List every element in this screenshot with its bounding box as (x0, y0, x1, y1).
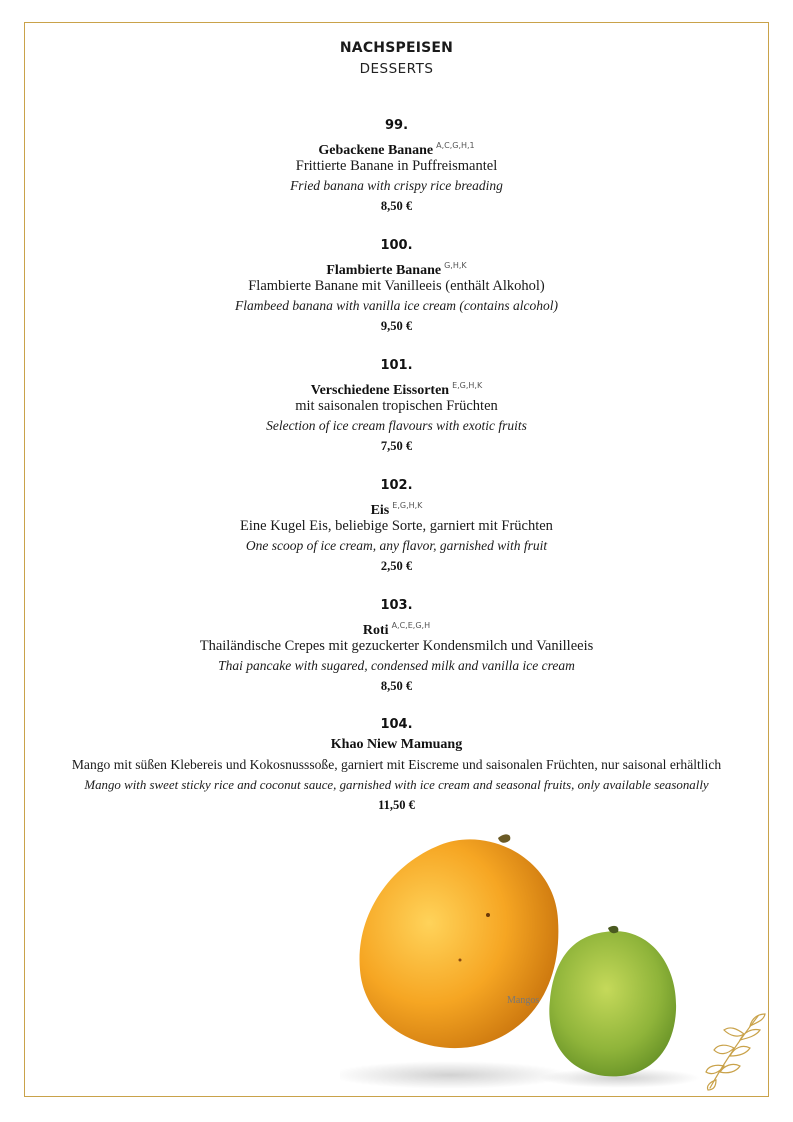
item-price: 9,50 € (380, 319, 413, 333)
item-description-en: One scoop of ice cream, any flavor, garnished with fruit (245, 538, 548, 553)
menu-item (0, 356, 793, 456)
item-price: 7,50 € (380, 439, 413, 453)
item-name-row (0, 256, 793, 276)
item-description-de: Frittierte Banane in Puffreismantel (295, 158, 498, 174)
item-number: 102. (380, 478, 413, 493)
item-name: Verschiedene Eissorten (310, 383, 450, 398)
menu-item (0, 116, 793, 216)
item-name: Roti (362, 623, 389, 638)
mango-photo (340, 820, 700, 1090)
menu-item (0, 596, 793, 696)
allergen-codes: A,C,E,G,H (391, 621, 431, 630)
item-number: 101. (380, 358, 413, 373)
item-name: Gebackene Banane (318, 143, 434, 158)
item-description-de: Flambierte Banane mit Vanilleeis (enthält Alkohol) (248, 278, 545, 294)
allergen-codes: G,H,K (444, 261, 467, 270)
page-subtitle: DESSERTS (359, 61, 434, 77)
item-description-en: Thai pancake with sugared, condensed milk and vanilla ice cream (218, 658, 575, 673)
item-name: Khao Niew Mamuang (330, 737, 463, 752)
item-description-en: Fried banana with crispy rice breading (290, 178, 503, 193)
allergen-codes: E,G,H,K (392, 501, 423, 510)
item-number: 104. (380, 717, 413, 732)
item-price: 8,50 € (380, 679, 413, 693)
item-price: 11,50 € (378, 798, 415, 812)
item-description-de: Mango mit süßen Klebereis und Kokosnusssoße, garniert mit Eiscreme und saisonalen Früchten, nur saisonal erhältlich (71, 757, 722, 772)
item-description-en: Flambeed banana with vanilla ice cream (contains alcohol) (234, 298, 559, 313)
photo-caption: Mangos (507, 995, 540, 1006)
item-name: Eis (370, 503, 390, 518)
item-name-row (0, 616, 793, 636)
page-title: NACHSPEISEN (339, 40, 454, 56)
menu-item (0, 236, 793, 336)
item-number: 99. (384, 118, 409, 133)
menu-item (0, 476, 793, 576)
item-price: 2,50 € (380, 559, 413, 573)
item-number: 103. (380, 598, 413, 613)
item-name: Flambierte Banane (326, 263, 442, 278)
item-description-en: Selection of ice cream flavours with exotic fruits (266, 418, 527, 433)
item-name-row (0, 376, 793, 396)
golden-leaf-icon (700, 1010, 766, 1092)
item-description-de: Thailändische Crepes mit gezuckerter Kondensmilch und Vanilleeis (199, 638, 594, 654)
item-number: 100. (380, 238, 413, 253)
item-description-de: mit saisonalen tropischen Früchten (295, 398, 498, 414)
item-description-de: Eine Kugel Eis, beliebige Sorte, garniert mit Früchten (240, 518, 553, 534)
allergen-codes: A,C,G,H,1 (436, 141, 475, 150)
item-name-row (0, 136, 793, 156)
item-price: 8,50 € (380, 199, 413, 213)
item-description-en: Mango with sweet sticky rice and coconut sauce, garnished with ice cream and seasonal fruits, only available seasonally (84, 778, 709, 792)
allergen-codes: E,G,H,K (452, 381, 483, 390)
menu-item (0, 715, 793, 815)
item-name-row (0, 496, 793, 516)
item-name-row (0, 735, 793, 755)
